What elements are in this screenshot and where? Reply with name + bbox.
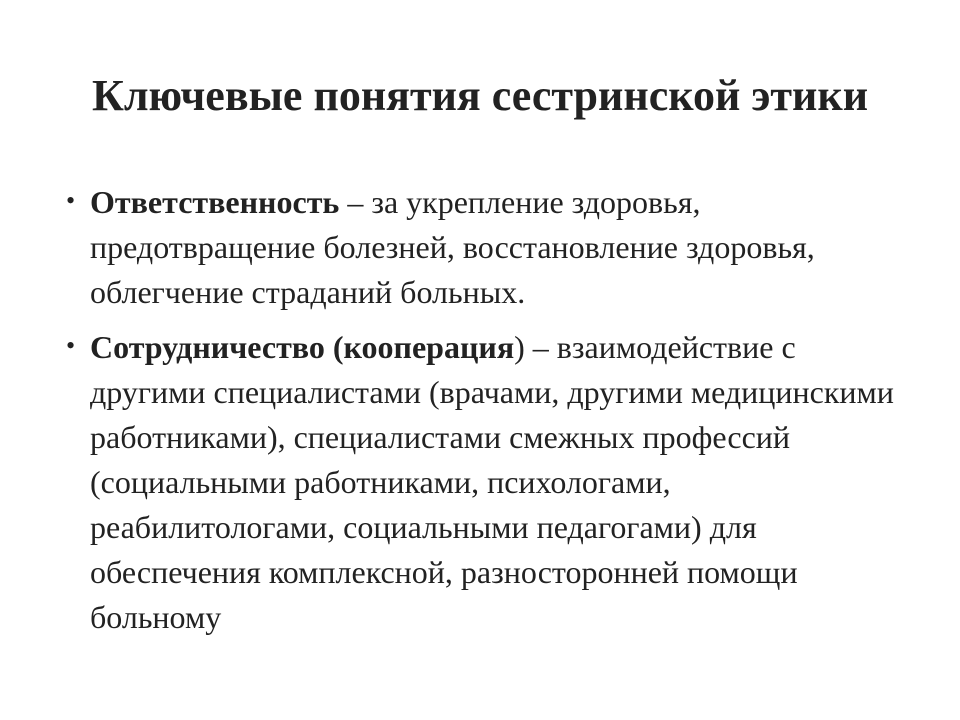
bullet-dot-icon: • <box>66 331 76 360</box>
bullet-term: Сотрудничество (кооперация <box>90 329 515 365</box>
bullet-text: ) – взаимодействие с другими специалистами (врачами, другими медицинскими работниками), специалистами смежных профессий (социальными работниками, психологами, реабилитологами, социальными педагогами) для обеспечения комплексной, разносторонней помощи больному <box>90 329 894 635</box>
bullet-list <box>66 180 910 650</box>
bullet-term: Ответственность <box>90 184 340 220</box>
slide-title: Ключевые понятия сестринской этики <box>91 71 869 120</box>
bullet-item-responsibility <box>66 180 910 315</box>
bullet-item-cooperation <box>66 325 910 640</box>
bullet-dot-icon: • <box>66 186 76 215</box>
bullet-text: – за укрепление здоровья, предотвращение болезней, восстановление здоровья, облегчение страданий больных. <box>90 184 815 310</box>
